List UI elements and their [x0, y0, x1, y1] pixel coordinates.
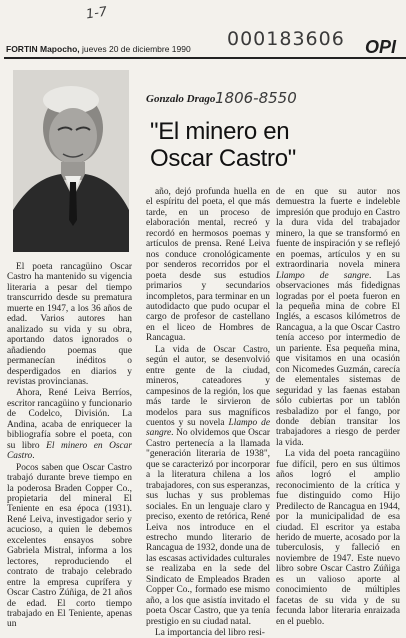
newspaper-header [6, 44, 191, 54]
paragraph: año, dejó profunda huella en el espíritu del poeta, el que más tarde, en un proceso de elaboración mental, recreó y recordó en hermosos poemas y artículos de prensa. René Leiva nos conduce cronológicamente por senderos recorridos por el poeta desde sus estudios primarios y secundarios incompletos, para terminar en un autodidacto que pudo ocupar el cargo de profesor de castellano en el liceo de Hombres de Rancagua. [146, 187, 270, 344]
text-run: de en que su autor nos demuestra la fuerte e indeleble impresión que produjo en Castro la dura vida del trabajador minero, la que se transformó en fuente de inspiración y se reflejó en poemas, artículos y en su extraordinaria novela minera [276, 187, 400, 271]
paragraph [7, 388, 132, 461]
newspaper-name: FORTIN Mapocho, [6, 44, 80, 54]
reference-number: 1806-8550 [215, 89, 297, 107]
text-run: . No olvidemos que Oscar Castro pertenecía a la llamada "generación literaria de 1938", que se caracterizó por incorporar a la literatura chilena a los trabajadores, con sus esperanzas, sus luchas y sus problemas sociales. En un lenguaje claro y preciso, exento de retórica, René Leiva nos introduce en el estrecho mundo literario de Rancagua de 1932, donde una de las escasas actividades culturales se realizaba en la sede del Sindicato de Empleados Braden Copper Co., formado ese mismo año, a los que asistía invitado el poeta Oscar Castro, que ya tenía prestigio en su ciudad natal. [146, 428, 270, 627]
author-photo [13, 70, 129, 252]
article-title [150, 118, 400, 172]
header-rule [4, 57, 406, 59]
book-title: Llampo de sangre [276, 270, 369, 281]
paragraph: La importancia del libro resi- [155, 628, 265, 638]
author-byline: Gonzalo Drago [146, 93, 216, 105]
text-column-2 [146, 187, 270, 638]
text-run: La vida de Oscar Castro, según el autor, se desenvolvió entre gente de la ciudad, mineros, cateadores y campesinos de la región, los que más tarde le sirvieron de modelos para sus magníficos cuentos y su novela [146, 344, 270, 428]
article-title-line-1: "El minero en [150, 118, 290, 145]
article-title-line-2: Oscar Castro" [150, 145, 296, 172]
paragraph: Pocos saben que Oscar Castro trabajó durante breve tiempo en la poderosa Braden Copper Co., propietaria del mineral El Teniente en esa época (1931). René Leiva, investigador serio y acucioso, a quien le debemos excelentes ensayos sobre Gabriela Mistral, informa a los lectores, reproduciendo el contrato de trabajo celebrado entre la empresa cuprífera y Oscar Castro Zúñiga, de 21 años de edad. El corto tiempo trabajado en El Teniente, apenas un [7, 462, 132, 630]
text-column-3 [276, 187, 400, 627]
paragraph [276, 187, 400, 448]
handwritten-page-mark: 1-7 [85, 4, 109, 23]
text-run: Ahora, René Leiva Berríos, escritor rancagüino y funcionario de Codelco, División. La Andina, acaba de enriquecer la bibliografía sobre el poeta, con su libro [7, 388, 132, 451]
paragraph: El poeta rancagüino Oscar Castro ha mantenido su vigencia literaria a pesar del tiempo transcurrido desde su prematura muerte en 1947, a los 36 años de edad. Varios autores han analizado su vida y su obra, aportando datos ignorados o añadiendo poemas que permanecían inéditos o desperdigados en diarios y revistas provincianas. [7, 262, 132, 387]
text-run: . Las observaciones más fidedignas logradas por el poeta fueron en la pequeña mina de cobre El Inglés, a escasos kilómetros de Rancagua, a la que Oscar Castro tenía acceso por intermedio de un pariente. Esa pequeña mina, que visitamos en una ocasión con Nicomedes Guzmán, carecía de elementales sistemas de seguridad y las faenas estaban sólo cubiertas por un tablón resbaladizo por el fango, por donde debían transitar los trabajadores a riesgo de perder la vida. [276, 270, 400, 448]
section-label: OPI [365, 37, 397, 57]
paragraph [146, 345, 270, 627]
book-title: Llampo de sangre [146, 417, 270, 439]
text-column-1 [7, 262, 132, 630]
archive-number: 000183606 [227, 28, 345, 50]
book-title: El minero en Oscar Castro [7, 440, 133, 462]
paragraph: La vida del poeta rancagüino fue difícil, pero en sus últimos años logró el amplio reconocimiento de la crítica y fue distinguido como Hijo Predilecto de Rancagua en 1944, por la municipalidad de esa ciudad. El escritor ya estaba herido de muerte, acosado por la tuberculosis, y falleció en noviembre de 1947. Este nuevo libro sobre Oscar Castro Zúñiga es un valioso aporte al conocimiento de múltiples facetas de su vida y de su fecunda labor literaria enraizada en el pueblo. [276, 449, 400, 627]
text-run: . [32, 451, 35, 462]
publication-date: jueves 20 de diciembre 1990 [79, 44, 191, 54]
